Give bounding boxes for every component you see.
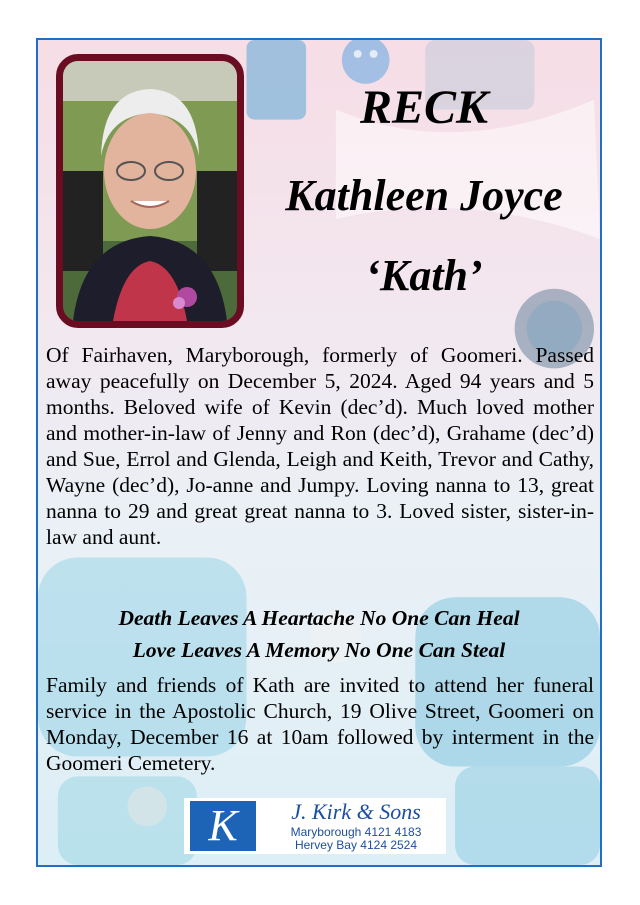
- maryborough-phone: Maryborough 4121 4183: [290, 825, 422, 839]
- portrait-photo: [56, 54, 244, 328]
- logo-letter: K: [190, 801, 256, 851]
- verse-line-1: Death Leaves A Heartache No One Can Heal: [118, 606, 520, 630]
- nickname-heading: ‘Kath’: [365, 251, 483, 300]
- funeral-director-logo: [184, 798, 446, 854]
- funeral-details-paragraph: Family and friends of Kath are invited to attend her funeral service in the Apostolic Church, 19 Olive Street, Goomeri on Monday, December 16 at 10am followed by interment in the Goomeri Cemetery.: [46, 673, 594, 775]
- hervey-bay-phone: Hervey Bay 4124 2524: [294, 838, 418, 852]
- obituary-card: [36, 38, 602, 867]
- death-notice-paragraph: Of Fairhaven, Maryborough, formerly of Goomeri. Passed away peacefully on December 5, 2024. Aged 94 years and 5 months. Beloved wife of Kevin (dec’d). Much loved mother and mother-in-law of Jenny and Ron (dec’d), Grahame (dec’d) and Sue, Errol and Glenda, Leigh and Keith, Trevor and Cathy, Wayne (dec’d), Jo-anne and Jumpy. Loving nanna to 13, great nanna to 29 and great great nanna to 3. Loved sister, sister-in-law and aunt.: [46, 343, 594, 549]
- surname-heading: RECK: [359, 81, 489, 134]
- funeral-director-name: J. Kirk & Sons: [291, 799, 421, 824]
- verse-line-2: Love Leaves A Memory No One Can Steal: [132, 638, 506, 662]
- given-names-heading: Kathleen Joyce: [285, 171, 563, 220]
